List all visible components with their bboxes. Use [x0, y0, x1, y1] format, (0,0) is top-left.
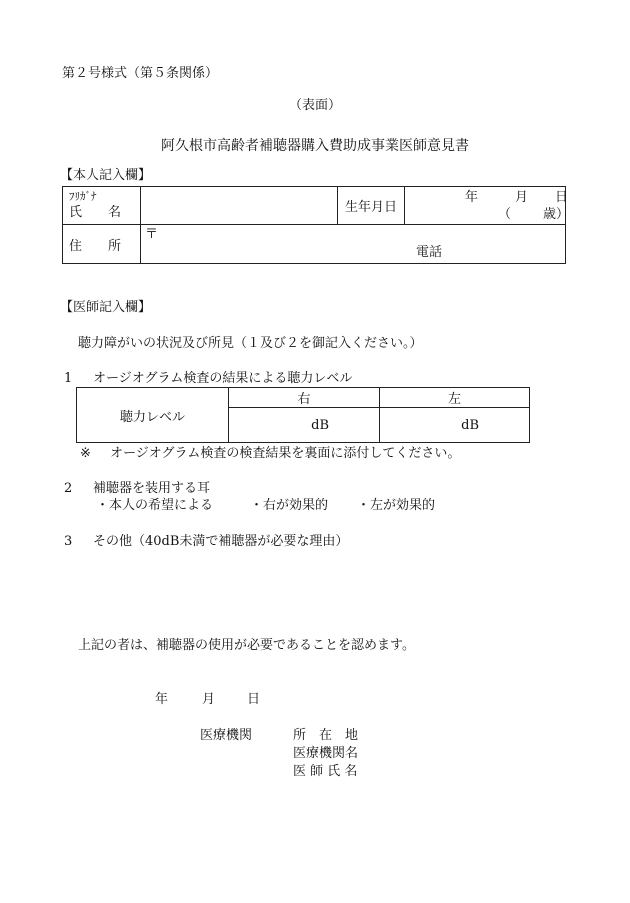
right-ear-header: 右 — [229, 388, 380, 408]
ear-option-self[interactable]: ・本人の希望による — [96, 498, 214, 513]
name-field[interactable] — [141, 187, 338, 225]
note-text: オージオグラム検査の検査結果を裏面に添付してください。 — [110, 446, 461, 461]
item1-number: 1 — [64, 371, 73, 386]
item1-title: オージオグラム検査の結果による聴力レベル — [93, 371, 353, 386]
sign-year-label: 年 — [155, 692, 169, 707]
left-ear-db-field[interactable] — [380, 408, 530, 443]
sign-day-label: 日 — [247, 692, 261, 707]
item2-number: 2 — [64, 481, 73, 496]
item3-title: その他（40dB未満で補聴器が必要な理由） — [93, 534, 349, 549]
ear-option-right[interactable]: ・右が効果的 — [250, 498, 329, 513]
note-mark: ※ — [80, 446, 91, 461]
applicant-section-heading: 【本人記入欄】 — [60, 168, 152, 183]
birth-month-label: 月 — [515, 190, 529, 205]
item3-number: 3 — [64, 534, 73, 549]
sign-month-label: 月 — [202, 692, 216, 707]
institution-name-label: 医療機関名 — [293, 746, 359, 761]
item2-title: 補聴器を装用する耳 — [93, 481, 211, 496]
furigana-label: ﾌﾘｶﾞﾅ — [69, 189, 97, 203]
right-ear-unit: dB — [311, 417, 329, 433]
certification-statement: 上記の者は、補聴器の使用が必要であることを認めます。 — [78, 638, 415, 653]
birth-day-label: 日 — [555, 190, 569, 205]
ear-option-left[interactable]: ・左が効果的 — [357, 498, 436, 513]
birth-year-label: 年 — [465, 190, 479, 205]
doctor-intro: 聴力障がいの状況及び所見（１及び２を御記入ください。） — [78, 336, 423, 351]
side-label: （表面） — [288, 98, 341, 113]
left-ear-header: 左 — [380, 388, 530, 408]
age-close: 歳） — [543, 207, 570, 222]
form-number: 第２号様式（第５条関係） — [62, 66, 219, 81]
applicant-table — [62, 186, 570, 264]
left-ear-unit: dB — [461, 417, 479, 433]
birthdate-label: 生年月日 — [338, 187, 405, 225]
postal-mark: 〒 — [145, 227, 159, 242]
hearing-level-label: 聴力レベル — [77, 388, 229, 443]
address-label: 住 所 — [63, 225, 141, 264]
document-title: 阿久根市高齢者補聴器購入費助成事業医師意見書 — [161, 138, 469, 154]
right-ear-db-field[interactable] — [229, 408, 380, 443]
phone-label: 電話 — [416, 245, 443, 260]
doctor-section-heading: 【医師記入欄】 — [60, 300, 152, 315]
name-label-cell — [63, 187, 141, 225]
doctor-name-label: 医 師 氏 名 — [293, 764, 358, 779]
institution-label: 医療機関 — [200, 728, 253, 743]
address-field[interactable] — [141, 225, 566, 264]
birthdate-field[interactable] — [405, 187, 570, 225]
institution-location-label: 所 在 地 — [293, 728, 359, 743]
age-open: （ — [498, 207, 512, 222]
hearing-level-table — [76, 387, 530, 443]
name-label: 氏 名 — [69, 204, 122, 220]
